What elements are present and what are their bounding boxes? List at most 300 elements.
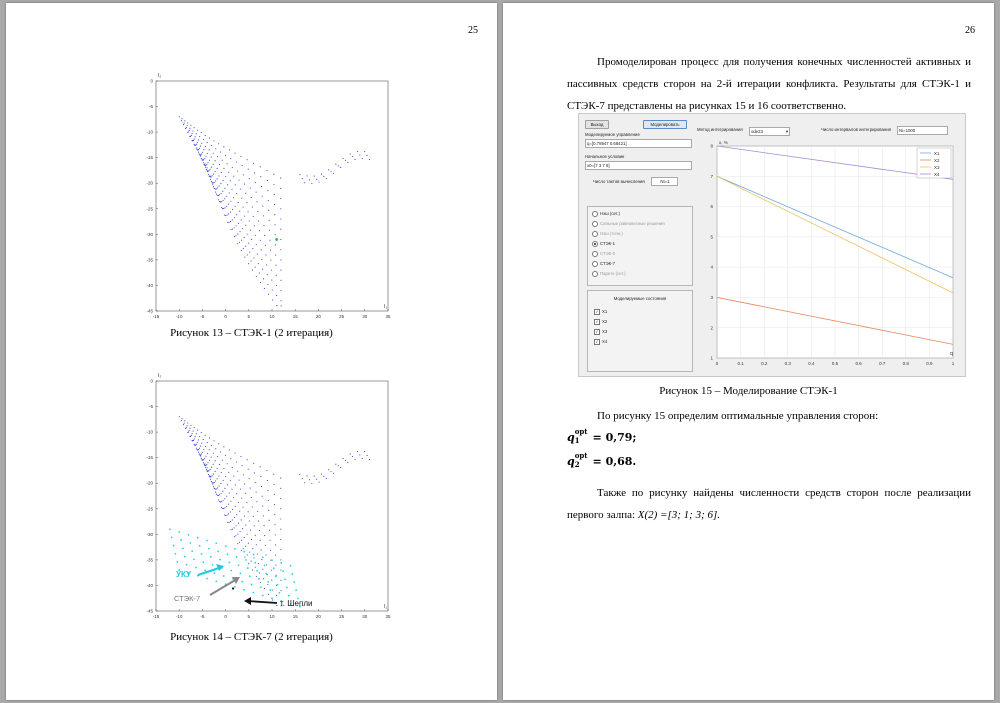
scatter-point: [225, 215, 226, 216]
scatter-point: [362, 158, 363, 159]
paragraph-1: Промоделирован процесс для получения конечных численностей активных и пассивных средств сторон на 2-й итерации конфликта. Результаты для СТЭК-1 и СТЭК-7 представлены на рисунках 15 и 16 соответственно.: [567, 56, 971, 112]
scatter-point: [230, 480, 231, 481]
scatter-point: [241, 240, 242, 241]
scatter-point: [273, 484, 274, 485]
x-tick-label: 0.6: [855, 361, 862, 366]
scatter-point: [209, 460, 210, 461]
scatter-point: [244, 484, 245, 485]
scatter-point: [216, 488, 217, 489]
uku-point: [271, 597, 273, 599]
scatter-point: [242, 528, 243, 529]
uku-point: [201, 553, 203, 555]
scatter-point: [205, 156, 206, 157]
scatter-point: [264, 588, 265, 589]
scatter-point: [237, 171, 238, 172]
scatter-point: [217, 156, 218, 157]
scatter-point: [258, 521, 259, 522]
scatter-point: [206, 464, 207, 465]
scatter-point: [271, 570, 272, 571]
scatter-point: [260, 176, 261, 177]
state-checkbox-row[interactable]: [594, 319, 634, 325]
radio-option: [592, 221, 688, 227]
scatter-point: [220, 183, 221, 184]
state-checkbox[interactable]: ✓: [595, 329, 599, 334]
scatter-point: [268, 510, 269, 511]
scatter-point: [217, 468, 218, 469]
scatter-point: [233, 497, 234, 498]
scatter-point: [194, 145, 195, 146]
scatter-point: [250, 188, 251, 189]
radio-option[interactable]: [592, 261, 688, 267]
uku-point: [266, 573, 268, 575]
scatter-point: [213, 440, 214, 441]
method-select[interactable]: [749, 127, 790, 136]
scatter-point: [274, 494, 275, 495]
uku-point: [269, 589, 271, 591]
scatter-point: [251, 497, 252, 498]
uku-point: [169, 528, 171, 530]
scatter-point: [217, 487, 218, 488]
radio-option: [592, 251, 688, 257]
scatter-point: [213, 186, 214, 187]
scatter-point: [350, 153, 351, 154]
radio-button[interactable]: [592, 261, 598, 267]
scatter-point: [215, 448, 216, 449]
scatter-point: [224, 188, 225, 189]
scatter-point: [218, 475, 219, 476]
scatter-point: [229, 192, 230, 193]
uku-point: [258, 578, 260, 580]
scatter-point: [241, 540, 242, 541]
scatter-point: [238, 502, 239, 503]
state-checkbox-label: X1: [602, 309, 608, 314]
control-input[interactable]: q=[0.78947 0.68421]: [585, 139, 692, 148]
scatter-point: [253, 163, 254, 164]
scatter-point: [245, 246, 246, 247]
scatter-point: [190, 125, 191, 126]
x-tick-label: 35: [385, 314, 391, 319]
scatter-point: [214, 488, 215, 489]
scatter-point: [197, 430, 198, 431]
legend-label: X4: [934, 172, 940, 177]
scatter-point: [213, 174, 214, 175]
scatter-point: [223, 168, 224, 169]
scatter-point: [217, 478, 218, 479]
state-checkbox[interactable]: ✓: [595, 319, 599, 324]
x-tick-label: 25: [339, 314, 345, 319]
scatter-point: [229, 449, 230, 450]
scatter-point: [223, 208, 224, 209]
scatter-point: [216, 194, 217, 195]
scatter-point: [194, 445, 195, 446]
uku-point: [290, 565, 292, 567]
scatter-point: [212, 484, 213, 485]
scatter-point: [222, 508, 223, 509]
x-tick-label: 0.8: [902, 361, 909, 366]
scatter-point: [189, 436, 190, 437]
scatter-point: [236, 514, 237, 515]
scatter-point: [276, 305, 277, 306]
x-tick-label: 15: [292, 614, 298, 619]
initial-condition-input[interactable]: x0=[7 3 7 8]: [585, 161, 692, 170]
scatter-point: [205, 135, 206, 136]
state-checkbox-row[interactable]: [594, 339, 634, 345]
x-tick-label: 20: [315, 314, 321, 319]
scatter-point: [179, 416, 180, 417]
scatter-point: [252, 270, 253, 271]
x-tick-label: -15: [152, 314, 160, 319]
y-tick-label: -10: [146, 429, 153, 435]
scatter-point: [230, 158, 231, 159]
uku-point: [293, 581, 295, 583]
scatter-point: [199, 154, 200, 155]
scatter-point: [204, 165, 205, 166]
scatter-point: [230, 229, 231, 230]
scatter-point: [225, 207, 226, 208]
uku-point: [260, 586, 262, 588]
scatter-point: [183, 124, 184, 125]
uku-point: [188, 534, 190, 536]
scatter-point: [212, 182, 213, 183]
state-checkbox-row[interactable]: [594, 329, 634, 335]
scatter-point: [198, 452, 199, 453]
uku-point: [189, 542, 191, 544]
radio-option: [592, 271, 688, 277]
scatter-point: [196, 449, 197, 450]
scatter-point: [203, 439, 204, 440]
scatter-point: [249, 220, 250, 221]
scatter-point: [280, 229, 281, 230]
scatter-point: [242, 228, 243, 229]
uku-point: [175, 553, 177, 555]
scatter-point: [227, 463, 228, 464]
scatter-point: [211, 181, 212, 182]
scatter-point: [342, 158, 343, 159]
scatter-point: [276, 595, 277, 596]
x-tick-label: 10: [269, 614, 275, 619]
scatter-point: [200, 456, 201, 457]
x-tick-label: -10: [175, 314, 183, 319]
scatter-point: [230, 180, 231, 181]
steps-label: Число тактов вычисления: [593, 179, 645, 184]
scatter-point: [195, 136, 196, 137]
scatter-point: [196, 144, 197, 145]
scatter-point: [210, 176, 211, 177]
scatter-point: [236, 525, 237, 526]
scatter-point: [221, 172, 222, 173]
state-checkbox[interactable]: ✓: [595, 309, 599, 314]
uku-point: [199, 545, 201, 547]
scatter-point: [206, 164, 207, 165]
scatter-point: [206, 469, 207, 470]
scatter-point: [203, 162, 204, 163]
scatter-point: [240, 189, 241, 190]
uku-point: [197, 537, 199, 539]
scatter-point: [268, 294, 269, 295]
scatter-point: [280, 290, 281, 291]
scatter-point: [215, 460, 216, 461]
scatter-point: [197, 142, 198, 143]
scatter-point: [236, 493, 237, 494]
scatter-point: [362, 458, 363, 459]
scatter-point: [189, 428, 190, 429]
scatter-point: [261, 249, 262, 250]
scatter-point: [255, 235, 256, 236]
scatter-point: [280, 488, 281, 489]
scatter-point: [201, 132, 202, 133]
scatter-point: [232, 509, 233, 510]
scatter-point: [199, 436, 200, 437]
scatter-point: [232, 229, 233, 230]
figure-13-scatter: [136, 63, 396, 323]
paragraph-3: [567, 482, 971, 526]
scatter-point: [196, 133, 197, 134]
scatter-point: [237, 534, 238, 535]
uku-point: [193, 558, 195, 560]
scatter-point: [276, 605, 277, 606]
uku-point: [262, 595, 264, 597]
scatter-point: [230, 221, 231, 222]
scatter-point: [304, 182, 305, 183]
scatter-point: [211, 145, 212, 146]
radio-button[interactable]: [592, 241, 598, 247]
scatter-point: [270, 250, 271, 251]
uku-point: [254, 562, 256, 564]
q2-superscript: opt: [574, 451, 588, 460]
scatter-point: [227, 515, 228, 516]
scatter-point: [228, 513, 229, 514]
radio-option[interactable]: [592, 211, 688, 217]
uku-point: [180, 539, 182, 541]
scatter-point: [240, 531, 241, 532]
scatter-point: [255, 267, 256, 268]
scatter-point: [234, 536, 235, 537]
scatter-point: [207, 142, 208, 143]
exit-button[interactable]: Выход: [585, 120, 609, 129]
scatter-point: [235, 535, 236, 536]
scatter-point: [235, 235, 236, 236]
scatter-point: [205, 167, 206, 168]
scatter-point: [198, 439, 199, 440]
scatter-point: [222, 491, 223, 492]
scatter-point: [187, 122, 188, 123]
scatter-point: [196, 148, 197, 149]
scatter-point: [280, 478, 281, 479]
scatter-point: [201, 458, 202, 459]
scatter-point: [202, 159, 203, 160]
scatter-point: [302, 178, 303, 179]
scatter-point: [275, 244, 276, 245]
scatter-point: [241, 498, 242, 499]
uku-point: [191, 550, 193, 552]
x-tick-label: 20: [315, 614, 321, 619]
scatter-point: [194, 427, 195, 428]
model-button[interactable]: Моделировать: [643, 120, 687, 129]
radio-label: СТЭК-5: [600, 251, 615, 256]
scatter-point: [202, 459, 203, 460]
scatter-point: [228, 522, 229, 523]
scatter-point: [234, 453, 235, 454]
q2-subscript: 2: [574, 460, 580, 469]
scatter-point: [245, 525, 246, 526]
scatter-point: [212, 475, 213, 476]
scatter-point: [230, 521, 231, 522]
scatter-point: [244, 237, 245, 238]
scatter-point: [218, 199, 219, 200]
scatter-point: [237, 471, 238, 472]
y-tick-label: -15: [146, 155, 153, 161]
scatter-point: [253, 257, 254, 258]
scatter-point: [253, 516, 254, 517]
scatter-point: [254, 472, 255, 473]
scatter-point: [206, 167, 207, 168]
scatter-point: [221, 193, 222, 194]
scatter-point: [328, 469, 329, 470]
states-title: Моделируемые состояния: [613, 296, 667, 301]
scatter-point: [321, 174, 322, 175]
scatter-point: [251, 261, 252, 262]
scatter-point: [248, 211, 249, 212]
scatter-point: [246, 202, 247, 203]
formula-q1: [567, 427, 637, 445]
scatter-point: [280, 508, 281, 509]
scatter-point: [271, 280, 272, 281]
scatter-point: [232, 519, 233, 520]
radio-option: [592, 231, 688, 237]
scatter-point: [196, 444, 197, 445]
scatter-point: [269, 220, 270, 221]
scatter-point: [215, 160, 216, 161]
scatter-point: [369, 459, 370, 460]
scatter-point: [212, 175, 213, 176]
scatter-point: [208, 474, 209, 475]
scatter-point: [222, 208, 223, 209]
scatter-point: [221, 472, 222, 473]
scatter-point: [258, 563, 259, 564]
scatter-point: [243, 174, 244, 175]
scatter-point: [263, 515, 264, 516]
steps-input[interactable]: Nt=1: [651, 177, 678, 186]
y-axis-label: I₂: [158, 73, 162, 79]
scatter-point: [184, 120, 185, 121]
scatter-point: [280, 570, 281, 571]
radio-label: Нэш (точн.): [600, 231, 623, 236]
scatter-point: [232, 467, 233, 468]
scatter-point: [207, 153, 208, 154]
scatter-point: [262, 206, 263, 207]
scatter-point: [276, 275, 277, 276]
scatter-point: [259, 530, 260, 531]
scatter-point: [280, 218, 281, 219]
scatter-point: [259, 273, 260, 274]
scatter-point: [272, 599, 273, 600]
method-radio-group: [587, 206, 693, 286]
scatter-point: [280, 249, 281, 250]
scatter-point: [248, 263, 249, 264]
scatter-point: [271, 580, 272, 581]
scatter-point: [309, 179, 310, 180]
scatter-point: [273, 474, 274, 475]
state-checkbox[interactable]: ✓: [595, 339, 599, 344]
scatter-point: [200, 446, 201, 447]
radio-button[interactable]: [592, 211, 598, 217]
scatter-point: [241, 250, 242, 251]
scatter-point: [224, 214, 225, 215]
uku-point: [227, 553, 229, 555]
scatter-point: [321, 474, 322, 475]
interval-input[interactable]: Ni=1000: [897, 126, 948, 135]
scatter-point: [204, 458, 205, 459]
scatter-point: [269, 240, 270, 241]
scatter-point: [212, 184, 213, 185]
scatter-point: [248, 511, 249, 512]
scatter-point: [219, 201, 220, 202]
scatter-point: [270, 550, 271, 551]
scatter-point: [207, 471, 208, 472]
state-checkbox-row[interactable]: [594, 309, 634, 315]
scatter-point: [240, 456, 241, 457]
scatter-point: [245, 493, 246, 494]
scatter-point: [274, 224, 275, 225]
scatter-point: [219, 194, 220, 195]
y-tick-label: 7: [710, 173, 713, 179]
scatter-point: [192, 133, 193, 134]
scatter-point: [256, 244, 257, 245]
scatter-point: [213, 140, 214, 141]
y-tick-label: 0: [150, 378, 153, 384]
scatter-point: [218, 195, 219, 196]
y-tick-label: 6: [710, 204, 713, 210]
scatter-point: [280, 270, 281, 271]
scatter-point: [196, 149, 197, 150]
scatter-point: [186, 127, 187, 128]
scatter-point: [234, 227, 235, 228]
scatter-point: [240, 156, 241, 157]
legend: [917, 148, 951, 178]
scatter-point: [229, 149, 230, 150]
scatter-point: [268, 210, 269, 211]
scatter-point: [275, 234, 276, 235]
scatter-point: [275, 255, 276, 256]
scatter-point: [207, 453, 208, 454]
scatter-point: [238, 202, 239, 203]
scatter-point: [243, 474, 244, 475]
scatter-point: [218, 143, 219, 144]
scatter-point: [280, 198, 281, 199]
scatter-point: [243, 248, 244, 249]
paragraph-3-text: Также по рисунку найдены численности средств сторон после реализации первого залпа:: [567, 487, 971, 521]
scatter-point: [266, 564, 267, 565]
scatter-point: [241, 519, 242, 520]
scatter-point: [243, 207, 244, 208]
scatter-point: [201, 158, 202, 159]
stek7-annotation: СТЭК-7: [174, 594, 201, 603]
scatter-point: [275, 555, 276, 556]
scatter-point: [209, 138, 210, 139]
uku-point: [279, 592, 281, 594]
scatter-point: [340, 467, 341, 468]
chevron-down-icon: ▾: [785, 129, 788, 134]
scatter-point: [357, 451, 358, 452]
figure-14-scatter: [136, 363, 396, 623]
scatter-point: [247, 459, 248, 460]
scatter-point: [225, 176, 226, 177]
scatter-point: [203, 139, 204, 140]
scatter-point: [266, 264, 267, 265]
scatter-point: [215, 471, 216, 472]
radio-option[interactable]: [592, 241, 688, 247]
uku-point: [228, 562, 230, 564]
